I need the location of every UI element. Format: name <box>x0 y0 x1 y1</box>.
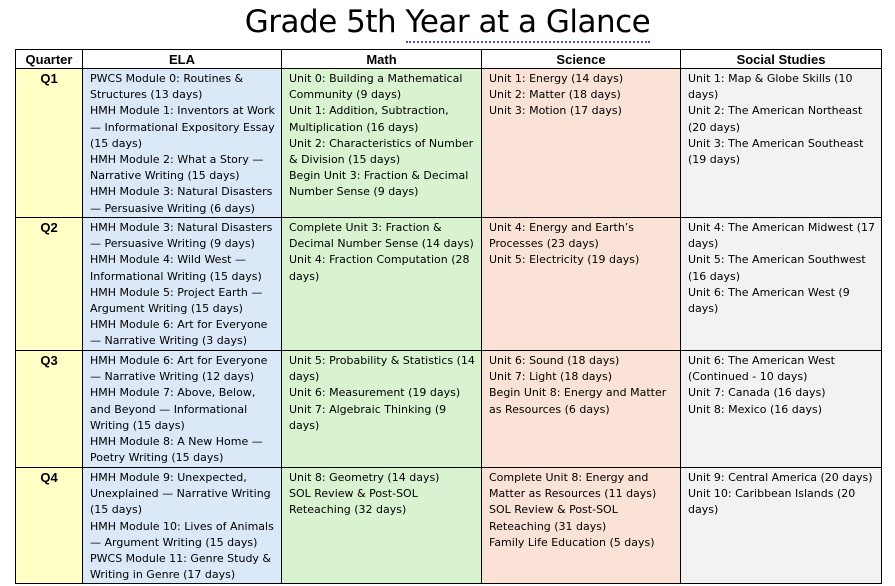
social-studies-unit: Unit 6: The American West (9 days) <box>688 285 850 316</box>
math-unit: Unit 7: Algebraic Thinking (9 days) <box>289 402 447 432</box>
ela-unit: HMH Module 1: Inventors at Work — Informational Expository Essay (15 days) <box>90 104 275 150</box>
table-row <box>16 351 882 468</box>
social-studies-unit: Unit 10: Caribbean Islands (20 days) <box>688 487 856 517</box>
math-cell <box>282 218 482 351</box>
ela-cell <box>83 69 282 218</box>
header-social-studies: Social Studies <box>681 50 882 69</box>
ela-cell <box>83 468 282 584</box>
quarter-cell: Q1 <box>16 69 83 218</box>
math-cell <box>282 69 482 218</box>
ela-unit: HMH Module 6: Art for Everyone — Narrative Writing (12 days) <box>90 354 268 384</box>
ela-unit: PWCS Module 11: Genre Study & Writing in Genre (17 days) <box>90 552 272 582</box>
science-unit: Unit 6: Sound (18 days) <box>489 354 620 367</box>
math-unit: SOL Review & Post-SOL Reteaching (32 days) <box>289 487 418 517</box>
science-unit: Complete Unit 8: Energy and Matter as Resources (11 days) <box>489 471 657 501</box>
social-studies-unit: Unit 4: The American Midwest (17 days) <box>688 221 876 251</box>
science-unit: SOL Review & Post-SOL Reteaching (31 days) <box>489 503 618 533</box>
year-at-a-glance-table <box>15 49 882 584</box>
ela-unit: HMH Module 3: Natural Disasters — Persuasive Writing (6 days) <box>90 185 273 215</box>
science-cell <box>482 69 681 218</box>
social-studies-unit: Unit 1: Map & Globe Skills (10 days) <box>688 72 853 102</box>
page-title-lead: Grade 5th <box>244 4 406 40</box>
header-math: Math <box>282 50 482 69</box>
ela-unit: HMH Module 4: Wild West — Informational Writing (15 days) <box>90 253 262 283</box>
ela-unit: HMH Module 3: Natural Disasters — Persuasive Writing (9 days) <box>90 221 273 251</box>
social-studies-cell <box>681 218 882 351</box>
science-unit: Family Life Education (5 days) <box>489 535 655 549</box>
table-row <box>16 218 882 351</box>
ela-unit: HMH Module 2: What a Story — Narrative Writing (15 days) <box>90 153 264 183</box>
social-studies-unit: Unit 9: Central America (20 days) <box>688 471 873 484</box>
science-unit: Unit 4: Energy and Earth’s Processes (23 days) <box>489 221 635 251</box>
math-cell <box>282 351 482 468</box>
social-studies-unit: Unit 3: The American Southeast (19 days) <box>688 136 864 167</box>
social-studies-cell <box>681 351 882 468</box>
table-row <box>16 69 882 218</box>
math-unit: Unit 1: Addition, Subtraction, Multiplication (16 days) <box>289 104 449 134</box>
page-title <box>0 2 895 42</box>
math-unit: Unit 5: Probability & Statistics (14 days) <box>289 354 475 384</box>
ela-cell <box>83 218 282 351</box>
science-unit: Unit 2: Matter (18 days) <box>489 88 621 102</box>
social-studies-unit: Unit 8: Mexico (16 days) <box>688 402 823 416</box>
math-unit: Unit 8: Geometry (14 days) <box>289 471 440 484</box>
math-unit: Unit 0: Building a Mathematical Community (9 days) <box>289 72 463 102</box>
math-unit: Complete Unit 3: Fraction & Decimal Number Sense (14 days) <box>289 221 474 251</box>
social-studies-cell <box>681 468 882 584</box>
header-row <box>16 50 882 69</box>
ela-unit: HMH Module 10: Lives of Animals — Argument Writing (15 days) <box>90 519 274 549</box>
quarter-cell: Q3 <box>16 351 83 468</box>
social-studies-unit: Unit 5: The American Southwest (16 days) <box>688 253 866 283</box>
science-unit: Unit 5: Electricity (19 days) <box>489 253 640 267</box>
social-studies-unit: Unit 2: The American Northeast (20 days) <box>688 104 863 134</box>
science-unit: Unit 7: Light (18 days) <box>489 370 613 384</box>
science-unit: Begin Unit 8: Energy and Matter as Resources (6 days) <box>489 386 667 416</box>
quarter-cell: Q4 <box>16 468 83 584</box>
table-row <box>16 468 882 584</box>
social-studies-unit: Unit 7: Canada (16 days) <box>688 386 826 400</box>
science-unit: Unit 3: Motion (17 days) <box>489 104 622 118</box>
science-cell <box>482 351 681 468</box>
header-quarter: Quarter <box>16 50 83 69</box>
math-unit: Begin Unit 3: Fraction & Decimal Number Sense (9 days) <box>289 169 469 199</box>
ela-unit: HMH Module 5: Project Earth — Argument Writing (15 days) <box>90 285 263 316</box>
header-ela: ELA <box>83 50 282 69</box>
quarter-cell: Q2 <box>16 218 83 351</box>
social-studies-unit: Unit 6: The American West (Continued - 10 days) <box>688 354 835 384</box>
ela-unit: HMH Module 6: Art for Everyone — Narrative Writing (3 days) <box>90 318 268 348</box>
science-cell <box>482 468 681 584</box>
header-science: Science <box>482 50 681 69</box>
ela-unit: HMH Module 8: A New Home — Poetry Writing (15 days) <box>90 435 263 465</box>
math-unit: Unit 2: Characteristics of Number & Division (15 days) <box>289 136 474 167</box>
ela-unit: PWCS Module 0: Routines & Structures (13 days) <box>90 72 244 102</box>
math-unit: Unit 6: Measurement (19 days) <box>289 386 461 400</box>
ela-cell <box>83 351 282 468</box>
science-unit: Unit 1: Energy (14 days) <box>489 72 624 85</box>
page-title-underlined: Year at a Glance <box>406 4 651 43</box>
science-cell <box>482 218 681 351</box>
ela-unit: HMH Module 9: Unexpected, Unexplained — Narrative Writing (15 days) <box>90 471 271 517</box>
social-studies-cell <box>681 69 882 218</box>
math-cell <box>282 468 482 584</box>
math-unit: Unit 4: Fraction Computation (28 days) <box>289 253 470 283</box>
ela-unit: HMH Module 7: Above, Below, and Beyond — Informational Writing (15 days) <box>90 386 256 432</box>
